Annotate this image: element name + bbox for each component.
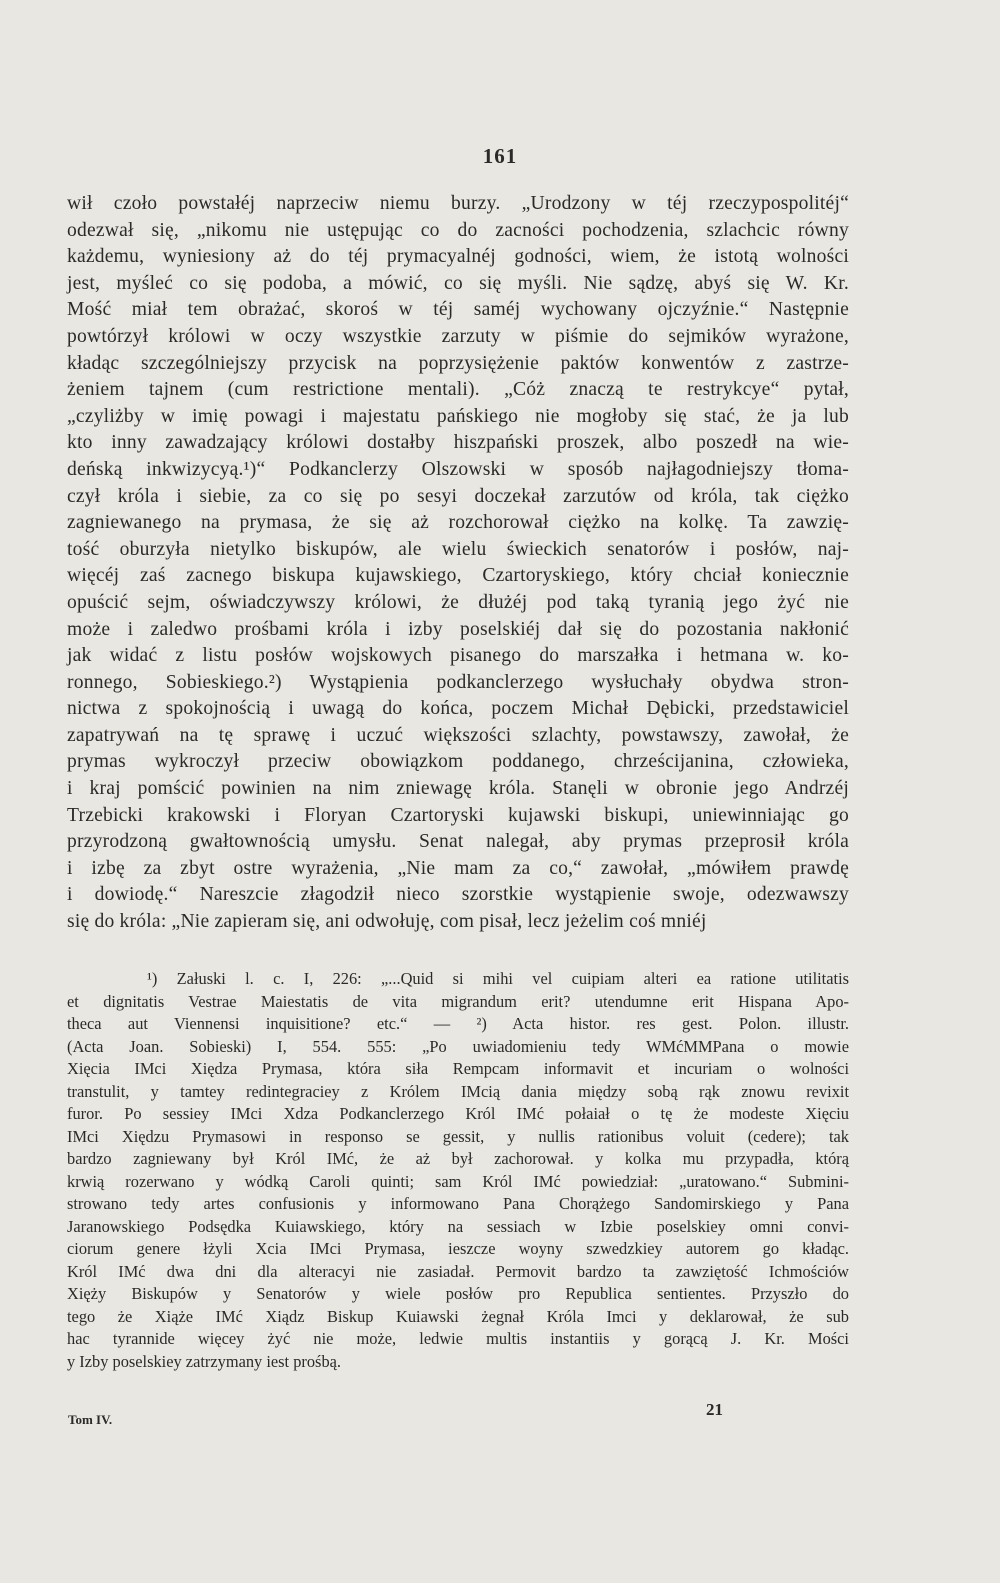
body-line: się do króla: „Nie zapieram się, ani odwołuję, com pisał, lecz jeżelim coś mniéj (67, 911, 707, 933)
body-line: więcéj zaś zacnego biskupa kujawskiego, Czartoryskiego, który chciał koniecznie (67, 565, 849, 587)
footnote-line: (Acta Joan. Sobieski) I, 554. 555: „Po uwiadomieniu tedy WMćMMPana o mowie (67, 1036, 849, 1056)
footnote-line: Król IMć dwa dni dla alteracyi nie zasiadał. Permovit bardzo ta zawziętość Ichmościów (67, 1261, 849, 1281)
footnote-line: ¹) Załuski l. c. I, 226: „...Quid si mihi vel cuipiam alteri ea ratione utilitatis (147, 969, 849, 988)
body-line: zapatrywań na tę sprawę i uczuć większości szlachty, powstawszy, zawołał, że (67, 724, 849, 746)
body-line: powtórzył królowi w oczy wszystkie zarzuty w piśmie do sejmików wyrażone, (67, 325, 849, 347)
body-line: „czyliżby w imię powagi i majestatu pańskiego nie mogłoby się stać, że ja lub (67, 405, 849, 427)
footnote-line: theca aut Viennensi inquisitione? etc.“ — ²) Acta histor. res gest. Polon. illustr. (67, 1014, 849, 1033)
footnote-line: Xięcia IMci Xiędza Prymasa, która siła Rempcam informavit et incuriam o wolności (67, 1059, 849, 1078)
body-line: i kraj pomścić powinien na nim zniewagę króla. Stanęli w obronie jego Andrzéj (67, 778, 849, 800)
body-line: czył króla i siebie, za co się po sesyi doczekał zarzutów od króla, tak ciężko (67, 485, 849, 507)
footnote-line: hac tyrannide więcey żyć nie może, ledwie multis instantiis y gorącą J. Kr. Mości (67, 1329, 849, 1348)
footnote-line: transtulit, y tamtey redintegraciey z Królem IMcią dania między sobą rąk znowu revixit (67, 1081, 849, 1101)
body-line: może i zaledwo prośbami króla i izby poselskiéj dał się do pozostania nakłonić (67, 618, 849, 640)
body-line: zagniewanego na prymasa, że się aż rozchorował ciężko na kolkę. Ta zawzię- (67, 512, 849, 534)
footnote-line: y Izby poselskiey zatrzymany iest prośbą. (67, 1351, 342, 1371)
body-line: wił czoło powstałéj naprzeciw niemu burzy. „Urodzony w téj rzeczypospolitéj“ (67, 193, 849, 214)
footnote-line: strowano tedy artes confusionis y informowano Pana Chorążego Sandomirskiego y Pana (67, 1194, 849, 1213)
volume-label: Tom IV. (68, 1412, 113, 1427)
footnote-line: Jaranowskiego Podsędka Kuiawskiego, który na sessiach w Izbie poselskiey omni convi- (67, 1216, 849, 1236)
page-number: 161 (482, 144, 518, 168)
footnote-line: et dignitatis Vestrae Maiestatis de vita migrandum erit? utendumne erit Hispana Apo- (67, 991, 849, 1011)
main-body-text (67, 191, 849, 936)
footnote-line: IMci Xiędzu Prymasowi in responso se gessit, y nullis rationibus voluit (cedere); tak (67, 1126, 849, 1146)
body-line: Trzebicki krakowski i Floryan Czartoryski kujawski biskupi, uniewinniając go (67, 804, 849, 826)
body-line: jak widać z listu posłów wojskowych pisanego do marszałka i hetmana w. ko- (67, 645, 849, 667)
body-line: tość oburzyła nietylko biskupów, ale wielu świeckich senatorów i posłów, naj- (67, 538, 849, 560)
body-line: każdemu, wyniesiony aż do téj prymacyalnéj godności, wiem, że istotą wolności (67, 246, 849, 268)
body-line: odezwał się, „nikomu nie ustępując co do zacności pochodzenia, szlachcic równy (67, 219, 849, 241)
footnotes-section (67, 968, 849, 1373)
footnote-line: ciorum genere łżyli Xcia IMci Prymasa, ieszcze woyny szwedzkiey autorem go kładąc. (67, 1239, 849, 1258)
footnote-line: Xięży Biskupów y Senatorów y wiele posłów pro Republica sentientes. Przyszło do (67, 1284, 849, 1303)
body-line: i izbę za zbyt ostre wyrażenia, „Nie mam za co,“ zawołał, „mówiłem prawdę (67, 857, 849, 879)
footnote-line: krwią rozerwano y wódką Caroli quinti; sam Król IMć powiedział: „uratowano.“ Submini- (67, 1171, 849, 1191)
body-line: opuścić sejm, oświadczywszy królowi, że dłużéj pod taką tyranią jego żyć nie (67, 591, 849, 613)
body-line: kto inny zawadzający królowi dostałby hiszpański proszek, albo poszedł na wie- (67, 432, 849, 454)
body-line: żeniem tajnem (cum restrictione mentali). „Cóż znaczą te restrykcye“ pytał, (67, 379, 849, 401)
body-line: prymas wykroczył przeciw obowiązkom poddanego, chrześcijanina, człowieka, (67, 751, 849, 773)
body-line: kładąc szczególniejszy przycisk na poprzysiężenie paktów konwentów z zastrze- (67, 352, 849, 374)
body-line: nictwa z spokojnością i uwagą do końca, poczem Michał Dębicki, przedstawiciel (67, 698, 849, 720)
signature-mark: 21 (706, 1400, 723, 1419)
footnote-line: bardzo zagniewany był Król IMć, że aż był zachorował. y kolka mu przypadła, którą (67, 1149, 849, 1168)
body-line: jest, myśleć co się podoba, a mówić, co się myśli. Nie sądzę, abyś się W. Kr. (67, 272, 849, 294)
body-line: i dowiodę.“ Nareszcie złagodził nieco szorstkie wystąpienie swoje, odezwawszy (67, 884, 849, 906)
footnote-line: furor. Po sessiey IMci Xdza Podkanclerzego Król IMć połaiał o tę że modeste Xięciu (67, 1104, 849, 1123)
body-line: Mość miał tem obrażać, skoroś w téj saméj wychowany ojczyźnie.“ Następnie (67, 299, 849, 321)
body-line: deńską inkwizycyą.¹)“ Podkanclerzy Olszowski w sposób najłagodniejszy tłoma- (67, 458, 849, 480)
footnote-line: tego że Xiąże IMć Xiądz Biskup Kuiawski żegnał Króla Imci y deklarował, że sub (67, 1306, 849, 1326)
body-line: przyrodzoną gwałtownością umysłu. Senat nalegał, aby prymas przeprosił króla (67, 831, 849, 853)
body-line: ronnego, Sobieskiego.²) Wystąpienia podkanclerzego wysłuchały obydwa stron- (67, 671, 849, 693)
